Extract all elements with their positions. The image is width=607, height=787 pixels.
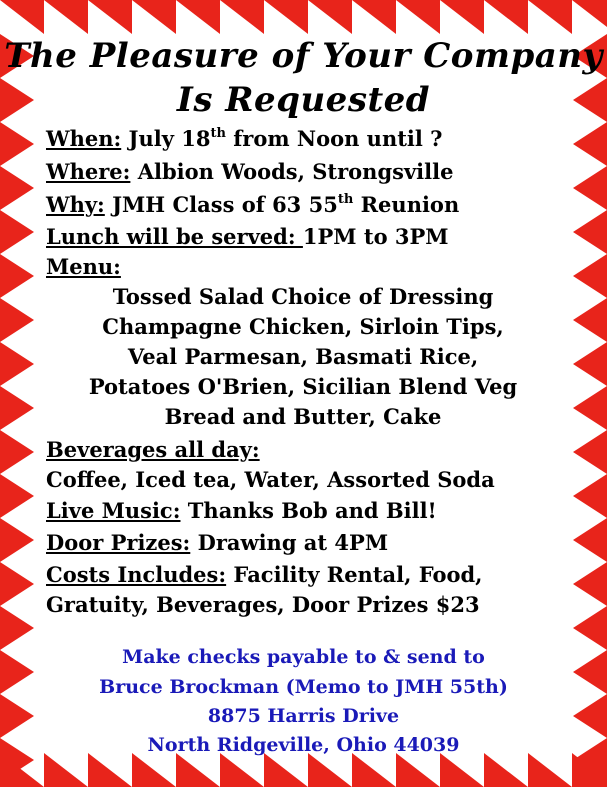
title-line-1: The Pleasure of Your Company: [4, 36, 603, 76]
menu-heading: [46, 252, 121, 282]
menu-label: Menu:: [46, 254, 121, 279]
border-triangle: [573, 298, 607, 342]
payment-city: North Ridgeville, Ohio 44039: [147, 734, 460, 756]
when-label: When:: [46, 126, 122, 151]
border-triangle: [573, 386, 607, 430]
beverages-label: Beverages all day:: [46, 437, 260, 462]
border-triangle: [0, 518, 34, 562]
why-reunion: Reunion: [353, 192, 460, 217]
menu-item: Tossed Salad Choice of Dressing: [112, 284, 494, 309]
payment-line: Make checks payable to & send to: [122, 646, 485, 668]
menu-item: Potatoes O'Brien, Sicilian Blend Veg: [88, 374, 518, 399]
border-triangle: [264, 0, 308, 34]
costs-value-2: Gratuity, Beverages, Door Prizes $23: [46, 592, 480, 617]
why-line: [46, 190, 459, 220]
beverages-value: Coffee, Iced tea, Water, Assorted Soda: [46, 467, 495, 492]
prizes-line: [46, 528, 388, 558]
why-label: Why:: [46, 192, 105, 217]
border-triangle: [132, 0, 176, 34]
border-triangle: [0, 166, 34, 210]
costs-line: [46, 560, 483, 590]
border-triangle: [0, 298, 34, 342]
prizes-label: Door Prizes:: [46, 530, 191, 555]
border-triangle: [0, 254, 34, 298]
payment-line: Bruce Brockman (Memo to JMH 55th): [99, 676, 508, 698]
border-triangle: [573, 342, 607, 386]
lunch-line: [46, 222, 449, 252]
border-triangle: [176, 0, 220, 34]
border-triangle: [352, 0, 396, 34]
border-triangle: [0, 386, 34, 430]
where-label: Where:: [46, 159, 131, 184]
border-triangle: [0, 122, 34, 166]
when-time: from Noon until ?: [225, 126, 443, 151]
menu-item: Champagne Chicken, Sirloin Tips,: [102, 314, 504, 339]
why-class: JMH Class of 63 55: [104, 192, 338, 217]
when-suffix: th: [210, 126, 226, 141]
menu-item: Bread and Butter, Cake: [164, 404, 442, 429]
border-triangle: [0, 0, 44, 34]
border-triangle: [528, 0, 572, 34]
when-date: July 18: [121, 126, 211, 151]
when-line: [46, 124, 442, 154]
lunch-label: Lunch will be served:: [46, 224, 303, 249]
title-line-2: Is Requested: [176, 80, 431, 120]
border-triangle: [573, 430, 607, 474]
why-suffix: th: [337, 192, 354, 207]
music-label: Live Music:: [46, 498, 181, 523]
costs-label: Costs Includes:: [46, 562, 227, 587]
border-triangle: [573, 474, 607, 518]
music-value: Thanks Bob and Bill!: [180, 498, 437, 523]
border-triangle: [484, 0, 528, 34]
costs-value: Facility Rental, Food,: [226, 562, 483, 587]
beverages-heading: [46, 435, 260, 465]
border-triangle: [0, 430, 34, 474]
border-triangle: [396, 0, 440, 34]
lunch-value: 1PM to 3PM: [302, 224, 449, 249]
where-value: Albion Woods, Strongsville: [130, 159, 454, 184]
border-triangle: [573, 254, 607, 298]
border-triangle: [573, 122, 607, 166]
border-triangle: [0, 562, 34, 606]
border-triangle: [440, 0, 484, 34]
border-triangle: [573, 562, 607, 606]
border-triangle: [220, 0, 264, 34]
border-triangle: [88, 0, 132, 34]
payment-address: 8875 Harris Drive: [207, 705, 400, 727]
music-line: [46, 496, 437, 526]
border-triangle: [0, 474, 34, 518]
border-triangle: [44, 0, 88, 34]
border-triangle: [573, 166, 607, 210]
border-triangle: [573, 210, 607, 254]
prizes-value: Drawing at 4PM: [190, 530, 389, 555]
menu-item: Veal Parmesan, Basmati Rice,: [127, 344, 479, 369]
border-triangle: [0, 210, 34, 254]
border-triangle: [308, 0, 352, 34]
border-triangle: [0, 342, 34, 386]
border-triangle: [573, 518, 607, 562]
where-line: [46, 157, 453, 187]
border-triangle: [572, 0, 607, 34]
